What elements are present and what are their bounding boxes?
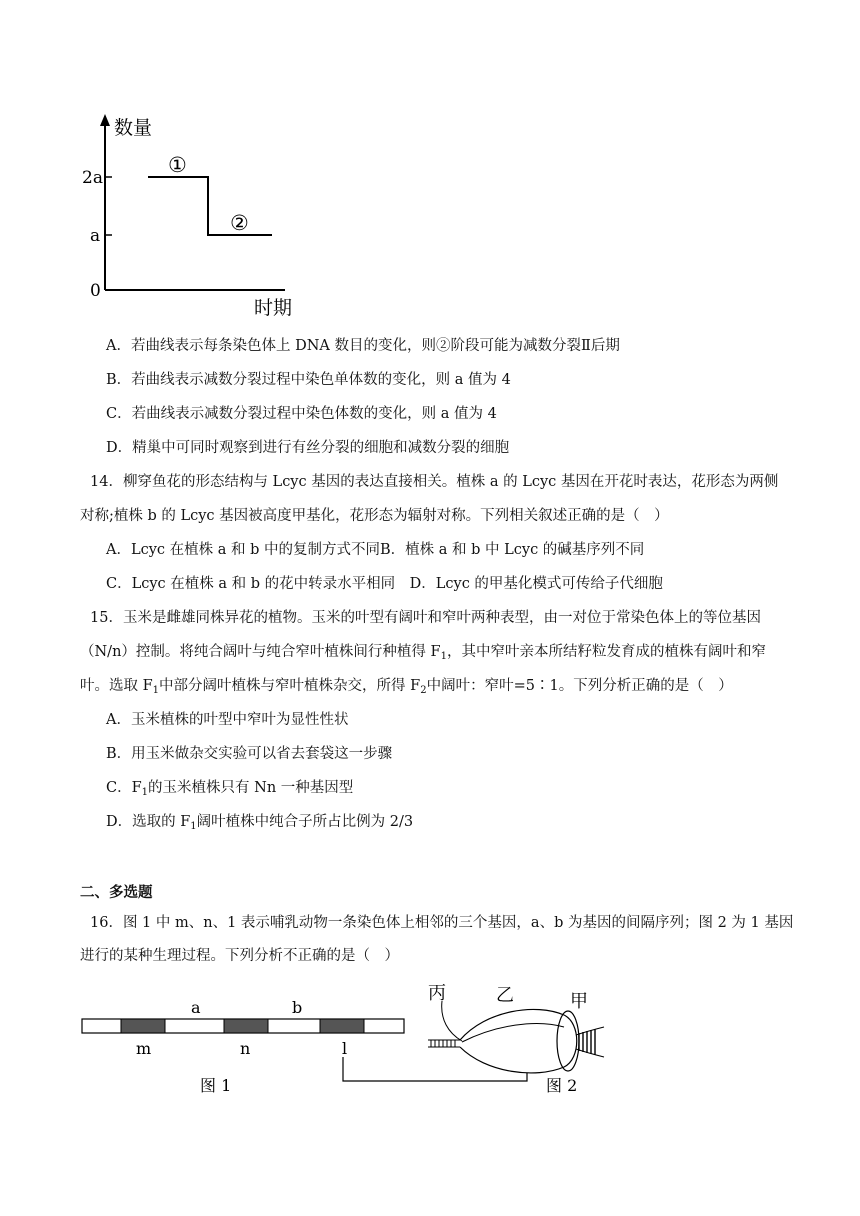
figure-2-transcription — [428, 983, 604, 1095]
y-axis-arrow — [100, 114, 110, 126]
label-n: n — [240, 1039, 251, 1058]
gene-n-segment — [224, 1019, 268, 1033]
q16-stem-line-1: 16．图 1 中 m、n、1 表示哺乳动物一条染色体上相邻的三个基因，a、b 为基因的间隔序列；图 2 为 1 基因 — [90, 915, 794, 931]
q15-stem-line-2: （N/n）控制。将纯合阔叶与纯合窄叶植株间行种植得 $F_1$，其中窄叶亲本所结籽粒发育成的植株有阔叶和窄 — [80, 644, 766, 662]
gene-l-segment — [320, 1019, 364, 1033]
q15-stem-line-1: 15．玉米是雌雄同株异花的植物。玉米的叶型有阔叶和窄叶两种表型，由一对位于常染色体上的等位基因 — [90, 610, 761, 626]
q16-stem-line-2: 进行的某种生理过程。下列分析不正确的是（ ） — [80, 948, 399, 964]
q15-option-d: D．选取的 $F_1$阔叶植株中纯合子所占比例为 2/3 — [106, 814, 414, 832]
q14-options-cd: C．Lcyc 在植株 a 和 b 的花中转录水平相同 D．Lcyc 的甲基化模式可传给子代细胞 — [106, 576, 663, 592]
q14-stem-line-1: 14．柳穿鱼花的形态结构与 Lcyc 基因的表达直接相关。植株 a 的 Lcyc 基因在开花时表达，花形态为两侧 — [90, 474, 779, 490]
label-l: l — [342, 1039, 348, 1058]
stage-1-label: ① — [168, 153, 187, 177]
section-heading-multiple-choice: 二、多选题 — [80, 884, 153, 901]
q13-option-d: D．精巢中可同时观察到进行有丝分裂的细胞和减数分裂的细胞 — [106, 440, 510, 456]
origin-label: 0 — [90, 281, 101, 301]
q15-option-b: B．用玉米做杂交实验可以省去套袋这一步骤 — [106, 746, 393, 762]
label-a: a — [191, 998, 201, 1017]
label-yi: 乙 — [496, 985, 514, 1006]
q14-options-ab: A．Lcyc 在植株 a 和 b 中的复制方式不同B．植株 a 和 b 中 Lcyc 的碱基序列不同 — [106, 542, 645, 558]
q15-option-c: C．$F_1$的玉米植株只有 Nn 一种基因型 — [106, 780, 354, 798]
q13-option-b: B．若曲线表示减数分裂过程中染色单体数的变化，则 a 值为 4 — [106, 372, 511, 388]
q14-stem-line-2: 对称;植株 b 的 Lcyc 基因被高度甲基化，花形态为辐射对称。下列相关叙述正确的是（ ） — [80, 508, 669, 524]
strand-bing — [442, 1001, 462, 1041]
tick-label-2a: 2a — [82, 168, 103, 188]
q13-option-a: A．若曲线表示每条染色体上 DNA 数目的变化，则②阶段可能为减数分裂Ⅱ后期 — [106, 338, 620, 354]
label-m: m — [136, 1039, 152, 1058]
stage-2-label: ② — [230, 211, 249, 235]
tick-label-a: a — [90, 226, 101, 246]
label-b: b — [292, 998, 303, 1017]
step-curve — [148, 177, 272, 235]
q15-option-a: A．玉米植株的叶型中窄叶为显性性状 — [106, 712, 349, 728]
q15-stem-line-3: 叶。选取 $F_1$中部分阔叶植株与窄叶植株杂交，所得 $F_2$中阔叶：窄叶=5∶1。下列分析正确的是（ ） — [80, 678, 733, 696]
dna-bubble — [460, 1009, 577, 1072]
gene-m-segment — [121, 1019, 165, 1033]
figure-1-caption: 图 1 — [200, 1076, 232, 1095]
gene-figures — [76, 975, 636, 1105]
label-jia: 甲 — [570, 991, 588, 1012]
y-axis-label: 数量 — [114, 117, 153, 139]
q13-option-c: C．若曲线表示减数分裂过程中染色体数的变化，则 a 值为 4 — [106, 406, 497, 422]
x-axis-label: 时期 — [254, 297, 293, 319]
figure-2-caption: 图 2 — [546, 1076, 578, 1095]
label-bing: 丙 — [428, 983, 446, 1004]
quantity-graph — [80, 110, 320, 325]
